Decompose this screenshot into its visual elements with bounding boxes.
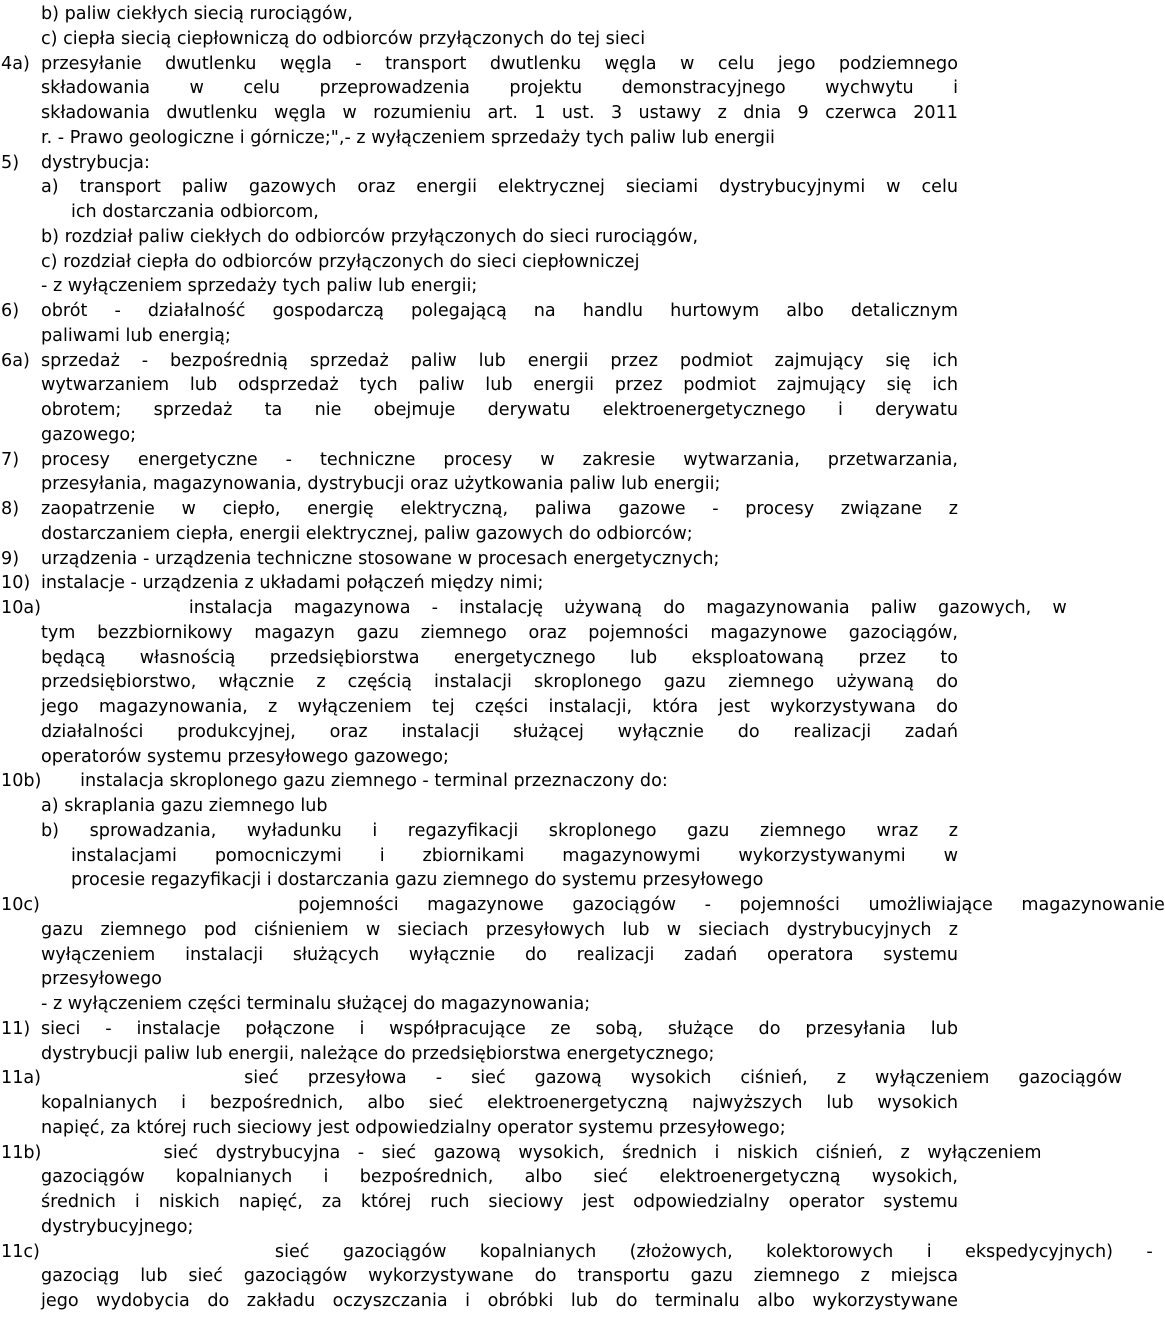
paragraph — [0, 596, 1067, 769]
text-line: średnich i niskich napięć, za której ruch sieciowy jest odpowiedzialny operator systemu — [41, 1192, 958, 1212]
paragraph-number: 7) — [1, 449, 20, 470]
text-line: przesyłania, magazynowania, dystrybucji oraz użytkowania paliw lub energii; — [41, 474, 721, 495]
text-line: przesyłanie dwutlenku węgla - transport dwutlenku węgla w celu jego podziemnego — [41, 53, 958, 74]
text-line: procesie regazyfikacji i dostarczania gazu ziemnego do systemu przesyłowego — [71, 870, 764, 891]
text-line: wyłączeniem instalacji służących wyłącznie do realizacji zadań operatora systemu — [41, 944, 958, 965]
paragraph-number: 6) — [1, 301, 20, 321]
text-line: dystrybucja: — [41, 152, 150, 173]
text-line: gazociągów kopalnianych i bezpośrednich, albo sieć elektroenergetyczną wysokich, — [41, 1167, 958, 1188]
paragraph — [0, 1017, 960, 1067]
paragraph — [0, 992, 960, 1017]
text-line: zaopatrzenie w ciepło, energię elektryczną, paliwa gazowe - procesy związane z — [41, 499, 958, 519]
text-line: instalacjami pomocniczymi i zbiornikami magazynowymi wykorzystywanymi w — [71, 845, 958, 866]
paragraph — [0, 175, 960, 225]
paragraph — [0, 769, 960, 794]
paragraph — [0, 299, 960, 349]
paragraph — [0, 547, 960, 572]
text-line: - z wyłączeniem części terminalu służącej do magazynowania; — [41, 994, 591, 1014]
text-line: a) skraplania gazu ziemnego lub — [41, 796, 328, 816]
text-line: dostarczaniem ciepła, energii elektrycznej, paliw gazowych do odbiorców; — [41, 523, 693, 544]
text-line: wytwarzaniem lub odsprzedaż tych paliw lub energii przez podmiot zajmujący się ich — [41, 375, 958, 396]
paragraph — [0, 2, 960, 27]
text-line: sieć gazociągów kopalnianych (złożowych, kolektorowych i ekspedycyjnych) - — [41, 1241, 1153, 1262]
paragraph — [0, 1066, 1122, 1140]
text-line: napięć, za której ruch sieciowy jest odpowiedzialny operator systemu przesyłowego; — [41, 1117, 786, 1138]
text-line: sieć dystrybucyjna - sieć gazową wysokich, średnich i niskich ciśnień, z wyłączeniem — [41, 1142, 1042, 1163]
paragraph — [0, 448, 960, 498]
text-line: jego wydobycia do zakładu oczyszczania i obróbki lub do terminalu albo wykorzystywane — [41, 1291, 958, 1311]
text-line: działalności produkcyjnej, oraz instalacji służącej wyłącznie do realizacji zadań — [41, 721, 958, 742]
paragraph — [0, 794, 960, 819]
text-line: b) rozdział paliw ciekłych do odbiorców przyłączonych do sieci rurociągów, — [41, 226, 699, 247]
text-line: b) sprowadzania, wyładunku i regazyfikacji skroplonego gazu ziemnego wraz z — [41, 820, 958, 841]
paragraph-number: 11a) — [1, 1068, 42, 1089]
paragraph-number: 10a) — [1, 598, 42, 618]
paragraph-number: 9) — [1, 548, 20, 569]
text-line: a) transport paliw gazowych oraz energii elektrycznej sieciami dystrybucyjnymi w celu — [41, 177, 958, 198]
text-line: instalacje - urządzenia z układami połączeń między nimi; — [41, 573, 544, 594]
paragraph — [0, 52, 960, 151]
text-line: sieci - instalacje połączone i współpracujące ze sobą, służące do przesyłania lub — [41, 1018, 958, 1039]
text-line: ich dostarczania odbiorcom, — [71, 202, 319, 222]
text-line: jego magazynowania, z wyłączeniem tej części instalacji, która jest wykorzystywana do — [41, 697, 958, 717]
text-line: obrotem; sprzedaż ta nie obejmuje derywatu elektroenergetycznego i derywatu — [41, 400, 958, 420]
paragraph-number: 10) — [1, 573, 31, 594]
paragraph-number: 5) — [1, 152, 20, 173]
text-line: gazociąg lub sieć gazociągów wykorzystywane do transportu gazu ziemnego z miejsca — [41, 1266, 958, 1287]
text-line: przedsiębiorstwo, włącznie z częścią instalacji skroplonego gazu ziemnego używaną do — [41, 672, 958, 693]
paragraph — [0, 1141, 1042, 1240]
text-line: operatorów systemu przesyłowego gazowego; — [41, 746, 449, 767]
text-line: paliwami lub energią; — [41, 325, 231, 346]
paragraph — [0, 819, 960, 893]
paragraph — [0, 571, 960, 596]
paragraph-number: 10c) — [1, 895, 40, 915]
paragraph — [0, 250, 960, 275]
text-line: kopalnianych i bezpośrednich, albo sieć elektroenergetyczną najwyższych lub wysokich — [41, 1093, 958, 1113]
paragraph — [0, 274, 960, 299]
text-line: r. - Prawo geologiczne i górnicze;",- z wyłączeniem sprzedaży tych paliw lub energii — [41, 127, 775, 148]
text-line: dystrybucji paliw lub energii, należące do przedsiębiorstwa energetycznego; — [41, 1043, 715, 1064]
text-line: składowania dwutlenku węgla w rozumieniu art. 1 ust. 3 ustawy z dnia 9 czerwca 2011 — [41, 103, 958, 123]
text-line: pojemności magazynowe gazociągów - pojemności umożliwiające magazynowanie — [41, 895, 1165, 915]
text-line: instalacja magazynowa - instalację używaną do magazynowania paliw gazowych, w — [41, 598, 1067, 618]
paragraph — [0, 893, 1165, 992]
paragraph — [0, 1240, 1153, 1314]
text-line: dystrybucyjnego; — [41, 1216, 194, 1237]
text-line: sprzedaż - bezpośrednią sprzedaż paliw lub energii przez podmiot zajmujący się ich — [41, 350, 958, 371]
paragraph-number: 11b) — [1, 1142, 42, 1163]
text-line: tym bezzbiornikowy magazyn gazu ziemnego oraz pojemności magazynowe gazociągów, — [41, 622, 958, 643]
text-line: będącą własnością przedsiębiorstwa energetycznego lub eksploatowaną przez to — [41, 647, 958, 668]
paragraph — [0, 349, 960, 448]
text-line: c) rozdział ciepła do odbiorców przyłączonych do sieci ciepłowniczej — [41, 251, 640, 272]
paragraph-number: 11) — [1, 1018, 31, 1039]
text-line: przesyłowego — [41, 969, 162, 990]
text-line: c) ciepła siecią ciepłowniczą do odbiorców przyłączonych do tej sieci — [41, 28, 646, 49]
paragraph — [0, 151, 960, 176]
text-line: gazu ziemnego pod ciśnieniem w sieciach przesyłowych lub w sieciach dystrybucyjnych z — [41, 919, 958, 940]
text-line: - z wyłączeniem sprzedaży tych paliw lub energii; — [41, 276, 478, 297]
paragraph — [0, 27, 960, 52]
text-line: procesy energetyczne - techniczne procesy w zakresie wytwarzania, przetwarzania, — [41, 449, 958, 470]
paragraph — [0, 225, 960, 250]
paragraph-number: 8) — [1, 499, 20, 519]
paragraph-number: 6a) — [1, 350, 30, 371]
text-line: instalacja skroplonego gazu ziemnego - terminal przeznaczony do: — [41, 771, 668, 792]
text-line: sieć przesyłowa - sieć gazową wysokich ciśnień, z wyłączeniem gazociągów — [41, 1068, 1122, 1089]
paragraph-number: 10b) — [1, 771, 42, 792]
text-line: składowania w celu przeprowadzenia projektu demonstracyjnego wychwytu i — [41, 78, 958, 99]
text-line: urządzenia - urządzenia techniczne stosowane w procesach energetycznych; — [41, 548, 720, 569]
paragraph-number: 11c) — [1, 1241, 40, 1262]
paragraph-number: 4a) — [1, 53, 30, 74]
paragraph — [0, 497, 960, 547]
text-line: b) paliw ciekłych siecią rurociągów, — [41, 4, 353, 24]
text-line: obrót - działalność gospodarczą polegającą na handlu hurtowym albo detalicznym — [41, 301, 958, 321]
text-line: gazowego; — [41, 424, 137, 445]
